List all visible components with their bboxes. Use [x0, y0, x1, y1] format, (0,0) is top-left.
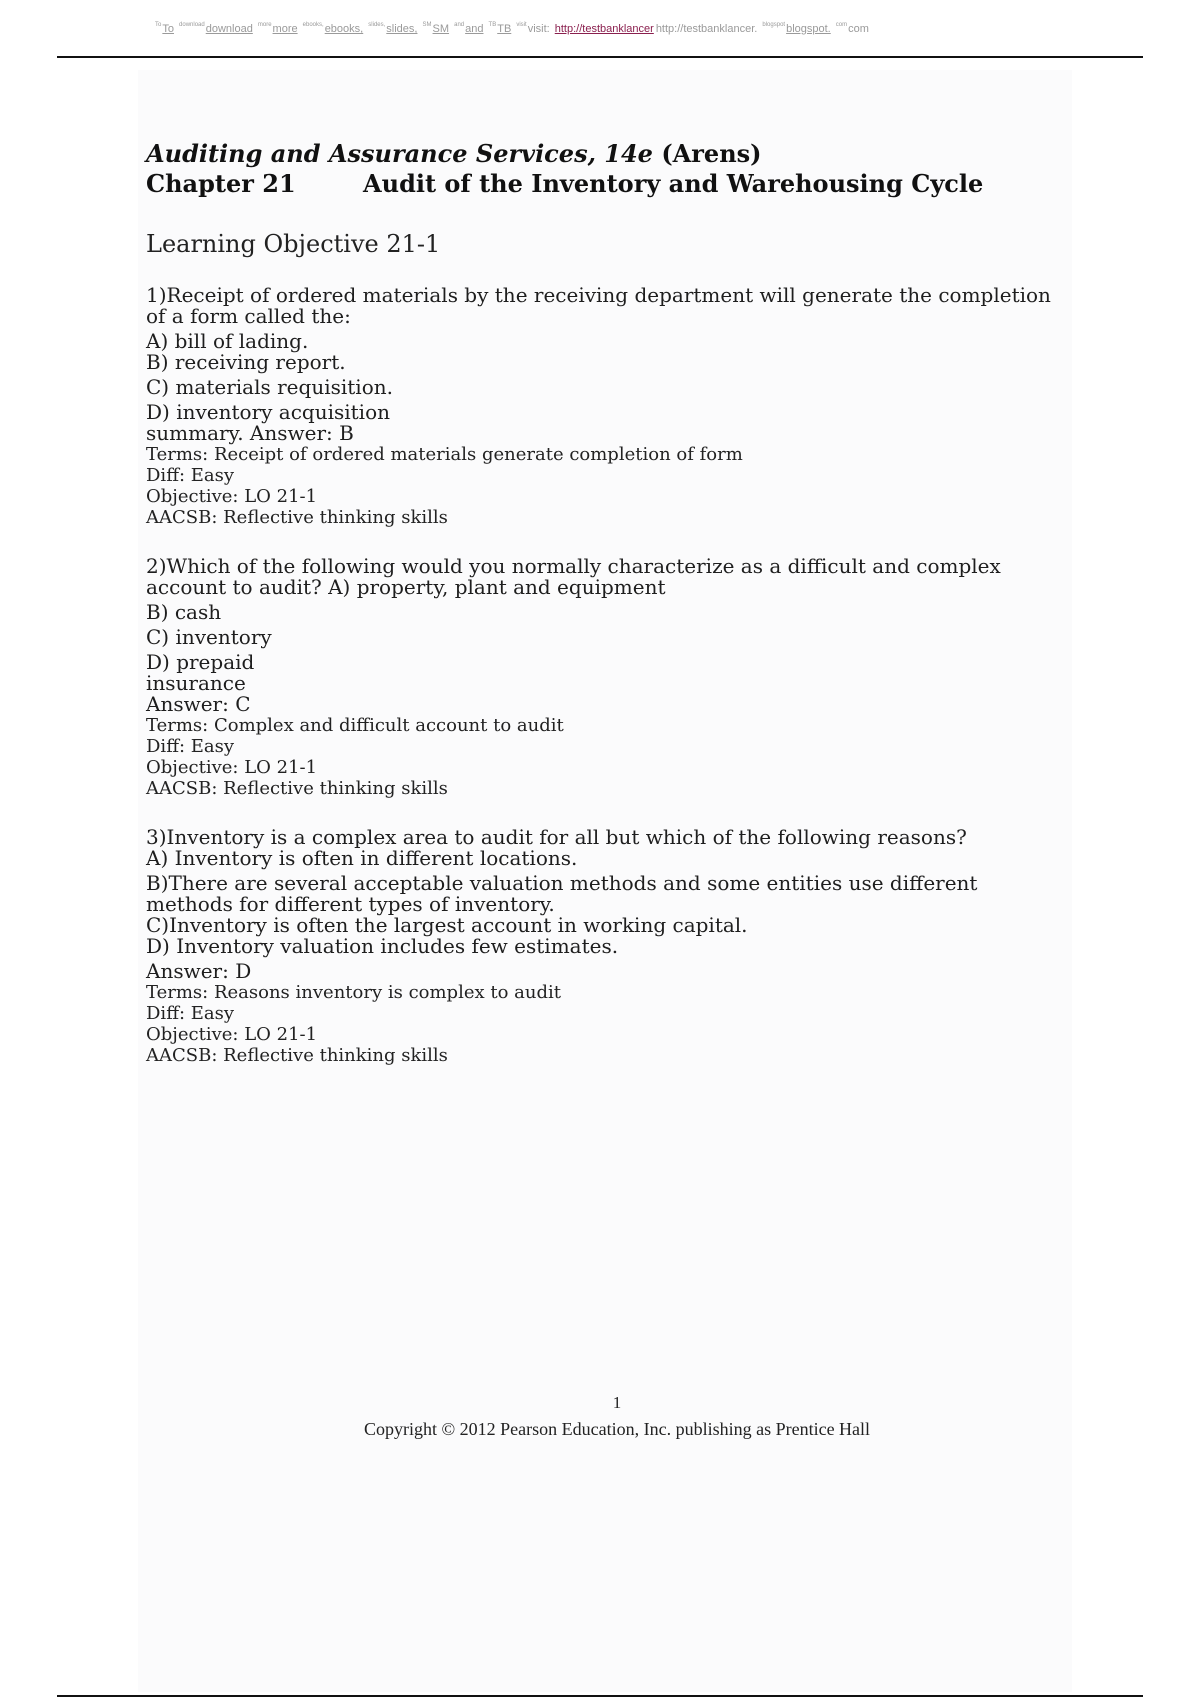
chapter-label: Chapter 21 [146, 169, 296, 198]
header-sup-text: and [454, 22, 465, 28]
answer-key: Answer: B [249, 421, 354, 445]
footer-divider [57, 1695, 1143, 1697]
question-text: 1)Receipt of ordered materials by the receiving department will generate the completion of a form called the: [146, 283, 1051, 328]
answer-option: D) inventory acquisition summary. [146, 400, 391, 445]
document-body [146, 139, 1076, 1066]
header-link-word[interactable]: blogspot. [786, 23, 831, 35]
question-terms: Terms: Reasons inventory is complex to audit [146, 982, 561, 1003]
question-text: 2)Which of the following would you normally characterize as a difficult and complex account to audit? [146, 554, 1001, 599]
header-link-word[interactable]: com [848, 23, 869, 35]
question-text-with-option [146, 556, 1026, 598]
question-objective: Objective: LO 21-1 [146, 486, 318, 507]
book-title-italic: Auditing and Assurance Services, 14e [146, 139, 653, 168]
header-sup-text: To [155, 22, 162, 28]
answer-option: C) materials requisition. [146, 375, 393, 399]
header-url-tail[interactable]: http://testbanklancer. [655, 23, 758, 35]
header-sup-text: ebooks, [302, 22, 324, 28]
header-sup-text: blogspot [762, 22, 786, 28]
header-link-word: visit: [527, 23, 550, 35]
answer-option: D) prepaid insurance [146, 650, 255, 695]
book-title [146, 139, 1076, 169]
question-objective: Objective: LO 21-1 [146, 1024, 318, 1045]
header-link-word[interactable]: ebooks, [324, 23, 364, 35]
header-link-word[interactable]: TB [497, 23, 512, 35]
answer-option: B) cash [146, 600, 222, 624]
page-number: 1 [612, 1393, 622, 1412]
question-text: 3)Inventory is a complex area to audit for all but which of the following reasons? [146, 825, 967, 849]
answer-key: Answer: D [146, 959, 252, 983]
question-aacsb: AACSB: Reflective thinking skills [146, 1045, 448, 1066]
answer-option: C) inventory [146, 625, 272, 649]
header-sup-text: slides, [368, 22, 386, 28]
header-sup-text: visit [516, 22, 527, 28]
question-1 [146, 285, 1076, 528]
header-sup-text: more [257, 22, 272, 28]
question-aacsb: AACSB: Reflective thinking skills [146, 778, 448, 799]
question-objective: Objective: LO 21-1 [146, 757, 318, 778]
book-author: (Arens) [661, 139, 762, 168]
header-download-links [155, 22, 1055, 35]
question-terms: Terms: Complex and difficult account to audit [146, 715, 564, 736]
answer-option: A) property, plant and equipment [328, 575, 666, 599]
answer-option-with-answer [146, 402, 406, 444]
header-link-word[interactable]: and [465, 23, 484, 35]
header-url-link[interactable]: http://testbanklancer [554, 23, 654, 35]
header-link-word[interactable]: To [162, 23, 174, 35]
chapter-heading [146, 169, 1076, 199]
header-sup-text: SM [422, 22, 432, 28]
question-3 [146, 827, 1076, 1066]
question-terms: Terms: Receipt of ordered materials generate completion of form [146, 444, 743, 465]
header-link-word[interactable]: SM [432, 23, 450, 35]
answer-key: Answer: C [146, 692, 251, 716]
header-divider [57, 56, 1143, 58]
question-aacsb: AACSB: Reflective thinking skills [146, 507, 448, 528]
header-link-word[interactable]: download [205, 23, 253, 35]
header-link-word[interactable]: slides, [386, 23, 418, 35]
answer-option: B)There are several acceptable valuation methods and some entities use different methods for different types of inventory. [146, 871, 978, 916]
question-2 [146, 556, 1076, 799]
answer-option: B) receiving report. [146, 350, 346, 374]
copyright-notice: Copyright © 2012 Pearson Education, Inc. publishing as Prentice Hall [363, 1419, 871, 1439]
chapter-title: Audit of the Inventory and Warehousing Cycle [363, 169, 984, 198]
question-difficulty: Diff: Easy [146, 465, 235, 486]
header-sup-text: TB [488, 22, 497, 28]
answer-option: A) Inventory is often in different locations. [146, 846, 578, 870]
question-difficulty: Diff: Easy [146, 736, 235, 757]
answer-option: D) Inventory valuation includes few estimates. [146, 934, 619, 958]
answer-option: A) bill of lading. [146, 329, 309, 353]
answer-option: C)Inventory is often the largest account in working capital. [146, 913, 748, 937]
header-link-word[interactable]: more [272, 23, 298, 35]
header-sup-text: download [179, 22, 205, 28]
question-difficulty: Diff: Easy [146, 1003, 235, 1024]
header-sup-text: com [835, 22, 848, 28]
learning-objective-heading: Learning Objective 21-1 [146, 230, 441, 258]
